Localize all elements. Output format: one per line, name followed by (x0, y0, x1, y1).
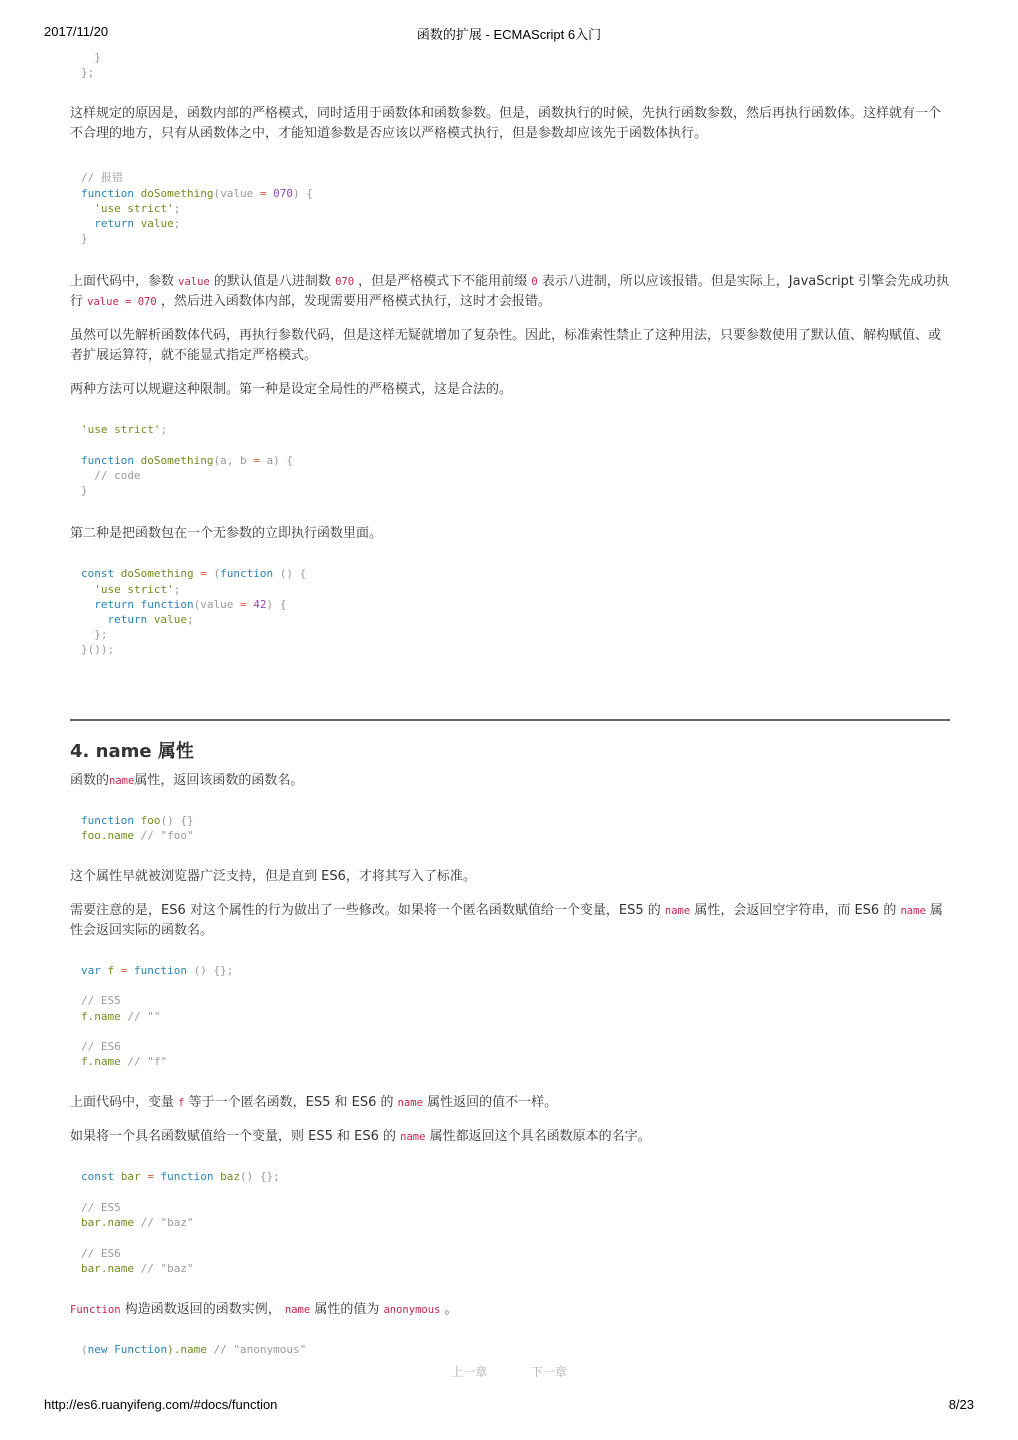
inline-code: 070 (335, 276, 355, 289)
code-block: // 报错 function doSomething(value = 070) { 'use strict'; return value; } (81, 171, 313, 246)
paragraph: 两种方法可以规避这种限制。第一种是设定全局性的严格模式，这是合法的。 (70, 382, 513, 398)
paragraph: Function 构造函数返回的函数实例， name 属性的值为 anonymous 。 (70, 1301, 458, 1317)
code-block: function foo() {} foo.name // "foo" (81, 813, 194, 842)
inline-code: name (284, 1303, 311, 1316)
inline-code: name (664, 905, 691, 918)
code-block: const doSomething = (function () { 'use strict'; return function(value = 42) { return value; }; }()); (81, 567, 307, 657)
inline-code: value = 070 (87, 296, 157, 309)
inline-code: name (397, 1097, 423, 1110)
inline-code: f (178, 1097, 185, 1110)
inline-code: 0 (531, 276, 538, 289)
inline-code: Function (70, 1303, 121, 1316)
code-block: const bar = function baz() {}; // ES5 bar.name // "baz" // ES6 bar.name // "baz" (81, 1170, 280, 1275)
paragraph: 虽然可以先解析函数体代码，再执行参数代码，但是这样无疑就增加了复杂性。因此，标准索性禁止了这种用法，只要参数使用了默认值、解构赋值、或者扩展运算符，就不能显式指定严格模式。 (70, 328, 942, 364)
chapter-nav (0, 1363, 1018, 1380)
inline-code: name (900, 905, 926, 918)
next-chapter-link[interactable]: 下一章 (530, 1365, 567, 1379)
inline-code: name (400, 1131, 426, 1144)
code-block: 'use strict'; function doSomething(a, b = a) { // code } (81, 423, 293, 498)
paragraph: 第二种是把函数包在一个无参数的立即执行函数里面。 (70, 526, 383, 542)
print-footer (44, 1397, 974, 1415)
paragraph: 需要注意的是，ES6 对这个属性的行为做出了一些修改。如果将一个匿名函数赋值给一个变量，ES5 的 name 属性，会返回空字符串，而 ES6 的 name 属性会返回实际的函数名。 (70, 903, 943, 939)
paragraph: 这样规定的原因是，函数内部的严格模式，同时适用于函数体和函数参数。但是，函数执行的时候，先执行函数参数，然后再执行函数体。这样就有一个不合理的地方，只有从函数体之中，才能知道参数是否应该以严格模式执行，但是参数却应该先于函数体执行。 (70, 106, 942, 142)
code-block-tail: } }; (81, 51, 101, 80)
paragraph: 这个属性早就被浏览器广泛支持，但是直到 ES6，才将其写入了标准。 (70, 869, 476, 885)
paragraph: 函数的name属性，返回该函数的函数名。 (70, 772, 304, 788)
inline-code: anonymous (383, 1303, 441, 1316)
page-url: http://es6.ruanyifeng.com/#docs/function (44, 1397, 278, 1412)
prev-chapter-link[interactable]: 上一章 (451, 1365, 488, 1379)
section-divider (70, 719, 950, 721)
paragraph: 上面代码中，变量 f 等于一个匿名函数，ES5 和 ES6 的 name 属性返回的值不一样。 (70, 1095, 558, 1111)
inline-code: name (109, 774, 135, 787)
paragraph: 上面代码中，参数 value 的默认值是八进制数 070 ，但是严格模式下不能用前缀 0 表示八进制，所以应该报错。但是实际上，JavaScript 引擎会先成功执行 value = 070 ，然后进入函数体内部，发现需要用严格模式执行，这时才会报错。 (70, 274, 950, 310)
code-block: (new Function).name // "anonymous" (81, 1342, 307, 1356)
inline-code: value (178, 276, 210, 289)
paragraph: 如果将一个具名函数赋值给一个变量，则 ES5 和 ES6 的 name 属性都返回这个具名函数原本的名字。 (70, 1129, 651, 1145)
page-number: 8/23 (948, 1397, 974, 1412)
print-date: 2017/11/20 (44, 24, 109, 39)
print-header (44, 24, 974, 42)
section-heading: 4. name 属性 (70, 740, 194, 762)
code-block: var f = function () {}; // ES5 f.name // "" // ES6 f.name // "f" (81, 964, 234, 1069)
article-content (70, 46, 950, 1357)
page-title: 函数的扩展 - ECMAScript 6入门 (416, 27, 602, 42)
